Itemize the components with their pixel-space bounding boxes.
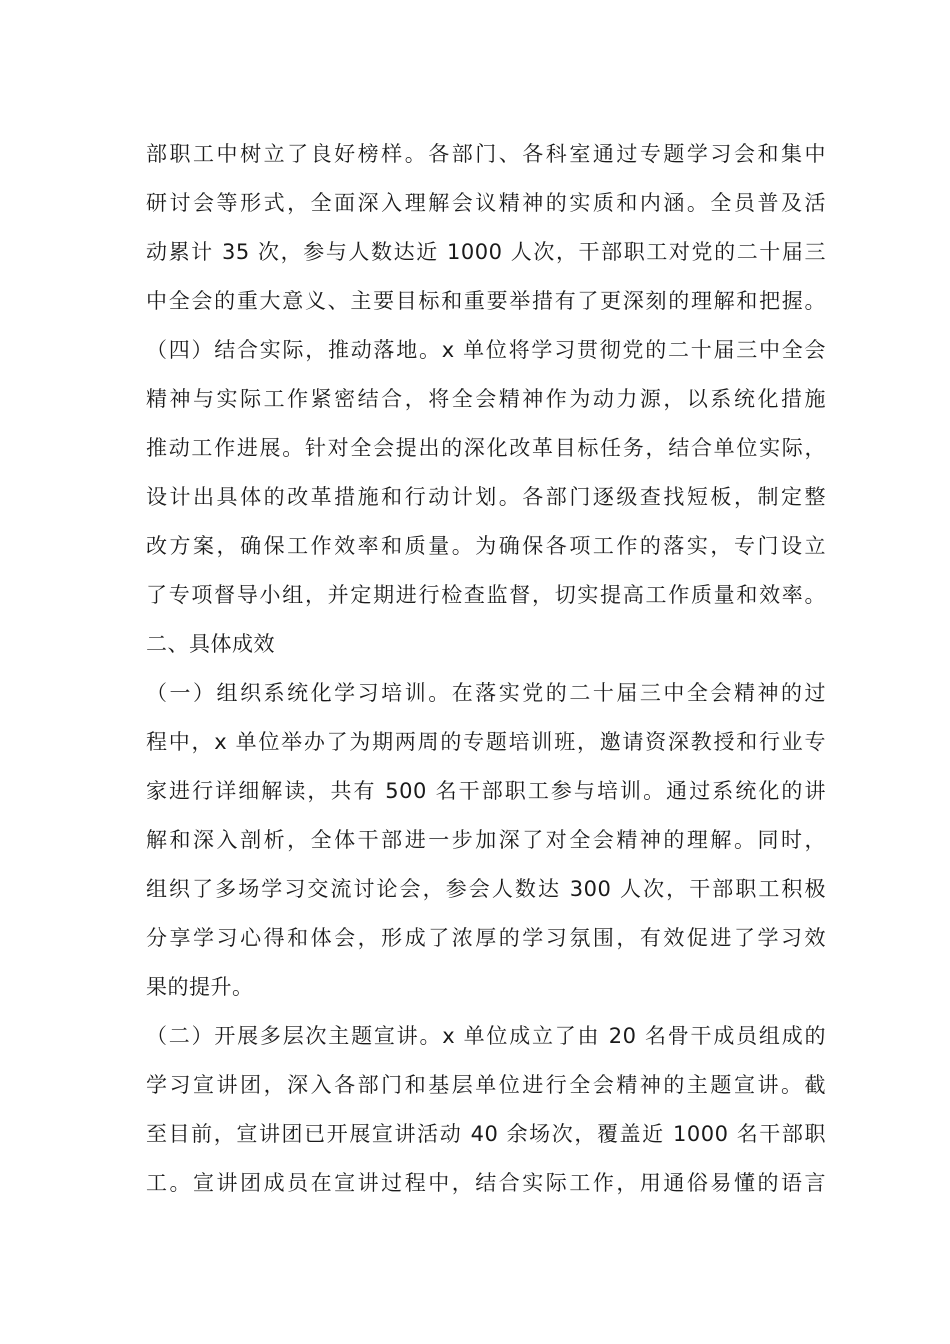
text-line-15: 解和深入剖析，全体干部进一步加深了对全会精神的理解。同时， bbox=[146, 828, 826, 852]
text-line-1: 部职工中树立了良好榜样。各部门、各科室通过专题学习会和集中 bbox=[146, 142, 826, 166]
section-two-heading: 二、具体成效 bbox=[146, 632, 275, 656]
text-line-2: 研讨会等形式，全面深入理解会议精神的实质和内涵。全员普及活 bbox=[146, 191, 826, 215]
text-line-10: 了专项督导小组，并定期进行检查监督，切实提高工作质量和效率。 bbox=[146, 583, 826, 607]
text-line-18: 果的提升。 bbox=[146, 975, 254, 999]
text-line-4: 中全会的重大意义、主要目标和重要举措有了更深刻的理解和把握。 bbox=[146, 289, 826, 313]
text-line-6: 精神与实际工作紧密结合，将全会精神作为动力源，以系统化措施 bbox=[146, 387, 826, 411]
text-line-22: 工。宣讲团成员在宣讲过程中，结合实际工作，用通俗易懂的语言 bbox=[146, 1171, 826, 1195]
text-line-9: 改方案，确保工作效率和质量。为确保各项工作的落实，专门设立 bbox=[146, 534, 826, 558]
text-line-7: 推动工作进展。针对全会提出的深化改革目标任务，结合单位实际， bbox=[146, 436, 826, 460]
section-four-heading-line: （四）结合实际，推动落地。x 单位将学习贯彻党的二十届三中全会 bbox=[146, 338, 826, 362]
text-line-20: 学习宣讲团，深入各部门和基层单位进行全会精神的主题宣讲。截 bbox=[146, 1073, 826, 1097]
text-line-16: 组织了多场学习交流讨论会，参会人数达 300 人次，干部职工积极 bbox=[146, 877, 826, 901]
text-line-17: 分享学习心得和体会，形成了浓厚的学习氛围，有效促进了学习效 bbox=[146, 926, 826, 950]
text-line-8: 设计出具体的改革措施和行动计划。各部门逐级查找短板，制定整 bbox=[146, 485, 826, 509]
subsection-two-heading-line: （二）开展多层次主题宣讲。x 单位成立了由 20 名骨干成员组成的 bbox=[146, 1024, 826, 1048]
subsection-one-heading-line: （一）组织系统化学习培训。在落实党的二十届三中全会精神的过 bbox=[146, 681, 826, 705]
text-line-3: 动累计 35 次，参与人数达近 1000 人次，干部职工对党的二十届三 bbox=[146, 240, 826, 264]
text-line-13: 程中，x 单位举办了为期两周的专题培训班，邀请资深教授和行业专 bbox=[146, 730, 826, 754]
text-line-14: 家进行详细解读，共有 500 名干部职工参与培训。通过系统化的讲 bbox=[146, 779, 826, 803]
document-body bbox=[146, 130, 826, 1208]
text-line-21: 至目前，宣讲团已开展宣讲活动 40 余场次，覆盖近 1000 名干部职 bbox=[146, 1122, 826, 1146]
